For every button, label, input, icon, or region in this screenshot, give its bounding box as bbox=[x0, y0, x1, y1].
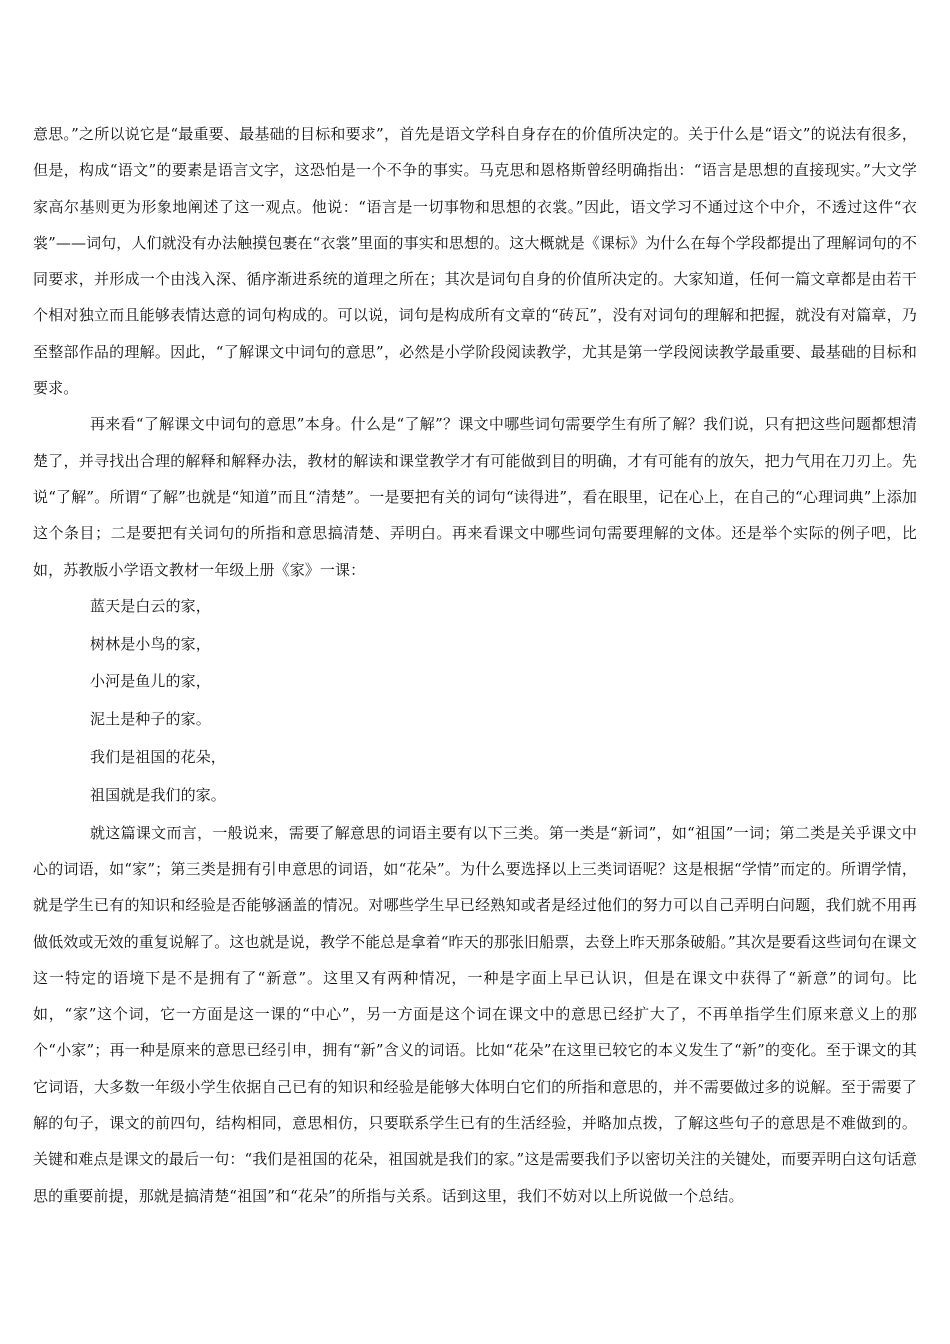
poem-line: 树林是小鸟的家， bbox=[90, 634, 211, 653]
poem-line: 泥土是种子的家。 bbox=[90, 710, 211, 729]
document-page bbox=[33, 116, 917, 1214]
paragraph: 再来看“了解课文中词句的意思”本身。什么是“了解”？课文中哪些词句需要学生有所了解？我们说，只有把这些问题都想清楚了，并寻找出合理的解释和解释办法，教材的解读和课堂教学才有可能做到目的明确，才有可能有的放矢，把力气用在刀刃上。先说“了解”。所谓“了解”也就是“知道”而且“清楚”。一是要把有关的词句“读得进”，看在眼里，记在心上，在自己的“心理词典”上添加这个条目；二是要把有关词句的所指和意思搞清楚、弄明白。再来看课文中哪些词句需要理解的文体。还是举个实际的例子吧，比如，苏教版小学语文教材一年级上册《家》一课： bbox=[33, 415, 917, 579]
poem-line: 我们是祖国的花朵， bbox=[90, 748, 226, 767]
paragraph: 就这篇课文而言，一般说来，需要了解意思的词语主要有以下三类。第一类是“新词”，如“祖国”一词；第二类是关乎课文中心的词语，如“家”；第三类是拥有引申意思的词语，如“花朵”。为什么要选择以上三类词语呢？这是根据“学情”而定的。所谓学情，就是学生已有的知识和经验是否能够涵盖的情况。对哪些学生早已经熟知或者是经过他们的努力可以自己弄明白问题，我们就不用再做低效或无效的重复说解了。这也就是说，教学不能总是拿着“昨天的那张旧船票，去登上昨天那条破船。”其次是要看这些词句在课文这一特定的语境下是不是拥有了“新意”。这里又有两种情况，一种是字面上早已认识，但是在课文中获得了“新意”的词句。比如，“家”这个词，它一方面是这一课的“中心”，另一方面是这个词在课文中的意思已经扩大了，不再单指学生们原来意义上的那个“小家”；再一种是原来的意思已经引申，拥有“新”含义的词语。比如“花朵”在这里已较它的本义发生了“新”的变化。至于课文的其它词语，大多数一年级小学生依据自己已有的知识和经验是能够大体明白它们的所指和意思的，并不需要做过多的说解。至于需要了解的句子，课文的前四句，结构相同，意思相仿，只要联系学生已有的生活经验，并略加点拨，了解这些句子的意思是不难做到的。关键和难点是课文的最后一句：“我们是祖国的花朵，祖国就是我们的家。”这是需要我们予以密切关注的关键处，而要弄明白这句话意思的重要前提，那就是搞清楚“祖国”和“花朵”的所指与关系。话到这里，我们不妨对以上所说做一个总结。 bbox=[33, 823, 917, 1205]
poem-line: 蓝天是白云的家， bbox=[90, 596, 211, 615]
poem-line: 小河是鱼儿的家， bbox=[90, 672, 211, 691]
paragraph: 意思。”之所以说它是“最重要、最基础的目标和要求”，首先是语文学科自身存在的价值所决定的。关于什么是“语文”的说法有很多，但是，构成“语文”的要素是语言文字，这恐怕是一个不争的事实。马克思和恩格斯曾经明确指出：“语言是思想的直接现实。”大文学家高尔基则更为形象地阐述了这一观点。他说：“语言是一切事物和思想的衣裳。”因此，语文学习不通过这个中介，不透过这件“衣裳”——词句，人们就没有办法触摸包裹在“衣裳”里面的事实和思想的。这大概就是《课标》为什么在每个学段都提出了理解词句的不同要求，并形成一个由浅入深、循序渐进系统的道理之所在；其次是词句自身的价值所决定的。大家知道，任何一篇文章都是由若干个相对独立而且能够表情达意的词句构成的。可以说，词句是构成所有文章的“砖瓦”，没有对词句的理解和把握，就没有对篇章，乃至整部作品的理解。因此，“了解课文中词句的意思”，必然是小学阶段阅读教学，尤其是第一学段阅读教学最重要、最基础的目标和要求。 bbox=[33, 125, 918, 398]
poem-block bbox=[33, 588, 917, 815]
poem-line: 祖国就是我们的家。 bbox=[90, 785, 226, 804]
